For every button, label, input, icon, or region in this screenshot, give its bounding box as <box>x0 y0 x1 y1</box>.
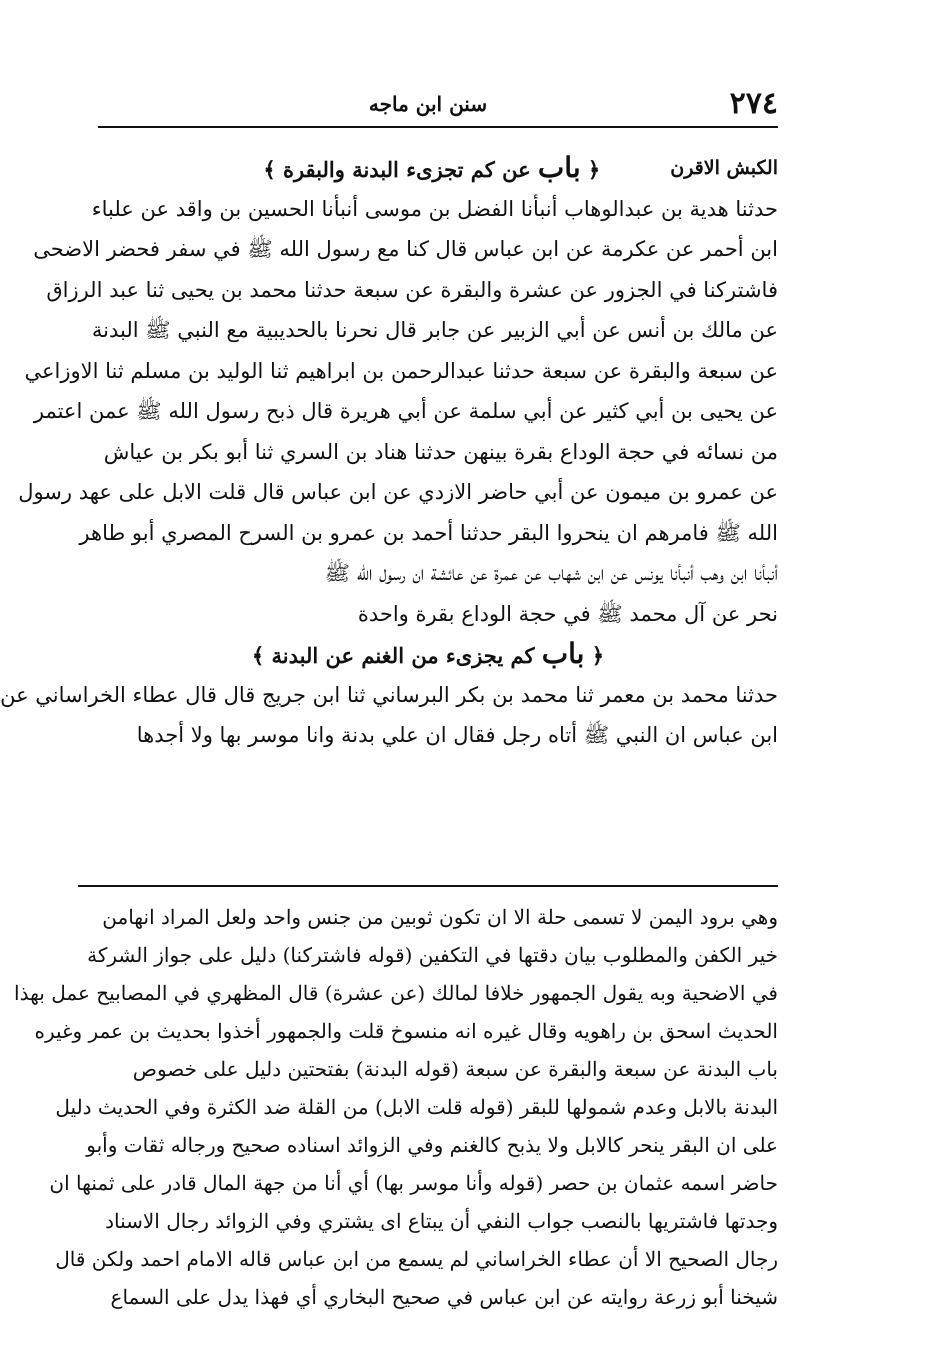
chapter-heading-2: ﴿ باب كم يجزىء من الغنم عن البدنة ﴾ <box>251 637 605 670</box>
note-line: البدنة بالابل وعدم شمولها للبقر (قوله قلت الابل) من القلة ضد الكثرة وفي الحديث دليل <box>55 1095 778 1119</box>
text-line: حدثنا هدية بن عبدالوهاب أنبأنا الفضل بن موسى أنبأنا الحسين بن واقد عن علباء <box>91 196 778 221</box>
chapter-keyword: باب <box>537 151 581 184</box>
note-line: خير الكفن والمطلوب بيان دقتها في التكفين (قوله فاشتركنا) دليل على جواز الشركة <box>87 943 778 967</box>
note-line: في الاضحية وبه يقول الجمهور خلافا لمالك (عن عشرة) قال المظهري في المصابيح عمل بهذا <box>14 981 778 1005</box>
text-line: الله ﷺ فامرهم ان ينحروا البقر حدثنا أحمد بن عمرو بن السرح المصري أبو طاهر <box>79 520 778 545</box>
note-line: الحديث اسحق بن راهويه وقال غيره انه منسوخ قلت والجمهور أخذوا بحديث بن عمر وغيره <box>34 1019 778 1043</box>
page-header <box>78 86 778 122</box>
commentary <box>14 898 778 1316</box>
text-line: عن مالك بن أنس عن أبي الزبير عن جابر قال نحرنا بالحديبية مع النبي ﷺ البدنة <box>91 318 778 342</box>
header-rule <box>98 126 778 128</box>
chapter-heading-1: الكبش الاقرن ﴿ باب عن كم تجزىء البدنة والبقرة ﴾ <box>78 148 778 189</box>
text-line: أنبأنا ابن وهب أنبأنا يونس عن ابن شهاب عن عمرة عن عائشة ان رسول الله ﷺ <box>324 561 778 585</box>
chapter-title: عن كم تجزىء البدنة والبقرة <box>282 157 531 182</box>
running-title: سنن ابن ماجه <box>368 92 488 116</box>
text-line: نحر عن آل محمد ﷺ في حجة الوداع بقرة واحدة <box>357 601 778 626</box>
text-line: عن عمرو بن ميمون عن أبي حاضر الازدي عن ابن عباس قال قلت الابل على عهد رسول <box>18 480 778 504</box>
text-line: عن يحيى بن أبي كثير عن أبي سلمة عن أبي هريرة قال ذبح رسول الله ﷺ عمن اعتمر <box>33 399 778 423</box>
text-line: عن سبعة والبقرة عن سبعة حدثنا عبدالرحمن بن ابراهيم ثنا الوليد بن مسلم ثنا الاوزاعي <box>24 358 778 383</box>
catchword: الكبش الاقرن <box>670 157 778 179</box>
chapter-keyword: باب <box>541 637 585 670</box>
text-line: من نسائه في حجة الوداع بقرة بينهن حدثنا هناد بن السري ثنا أبو بكر بن عياش <box>103 439 778 464</box>
note-line: وهي برود اليمن لا تسمى حلة الا ان تكون ثوبين من جنس واحد ولعل المراد انهامن <box>102 905 778 929</box>
main-text <box>0 148 778 756</box>
note-line: على ان البقر ينحر كالابل ولا يذبح كالغنم وفي الزوائد اسناده صحيح ورجاله ثقات وأبو <box>86 1133 778 1157</box>
text-line: حدثنا محمد بن معمر ثنا محمد بن بكر البرساني ثنا ابن جريج قال قال عطاء الخراساني عن <box>0 682 778 707</box>
chapter-title: كم يجزىء من الغنم عن البدنة <box>271 643 535 668</box>
text-line: ابن عباس ان النبي ﷺ أتاه رجل فقال ان علي بدنة وانا موسر بها ولا أجدها <box>136 723 778 747</box>
note-line: وجدتها فاشتريها بالنصب جواب النفي أن يبتاع اى يشتري وفي الزوائد رجال الاسناد <box>105 1209 778 1233</box>
note-line: شيخنا أبو زرعة روايته عن ابن عباس في صحيح البخاري أي فهذا يدل على السماع <box>110 1285 778 1309</box>
footnote-rule <box>78 885 778 887</box>
page <box>0 86 778 1309</box>
page-number: ٢٧٤ <box>729 86 778 121</box>
note-line: باب البدنة عن سبعة والبقرة عن سبعة (قوله البدنة) بفتحتين دليل على خصوص <box>132 1057 778 1081</box>
note-line: رجال الصحيح الا أن عطاء الخراساني لم يسمع من ابن عباس قاله الامام احمد ولكن قال <box>55 1247 778 1271</box>
text-line: فاشتركنا في الجزور عن عشرة والبقرة عن سبعة حدثنا محمد بن يحيى ثنا عبد الرزاق <box>46 277 778 302</box>
text-line: ابن أحمر عن عكرمة عن ابن عباس قال كنا مع رسول الله ﷺ في سفر فحضر الاضحى <box>33 237 778 261</box>
note-line: حاضر اسمه عثمان بن حصر (قوله وأنا موسر بها) أي أنا من جهة المال قادر على ثمنها ان <box>49 1171 778 1195</box>
